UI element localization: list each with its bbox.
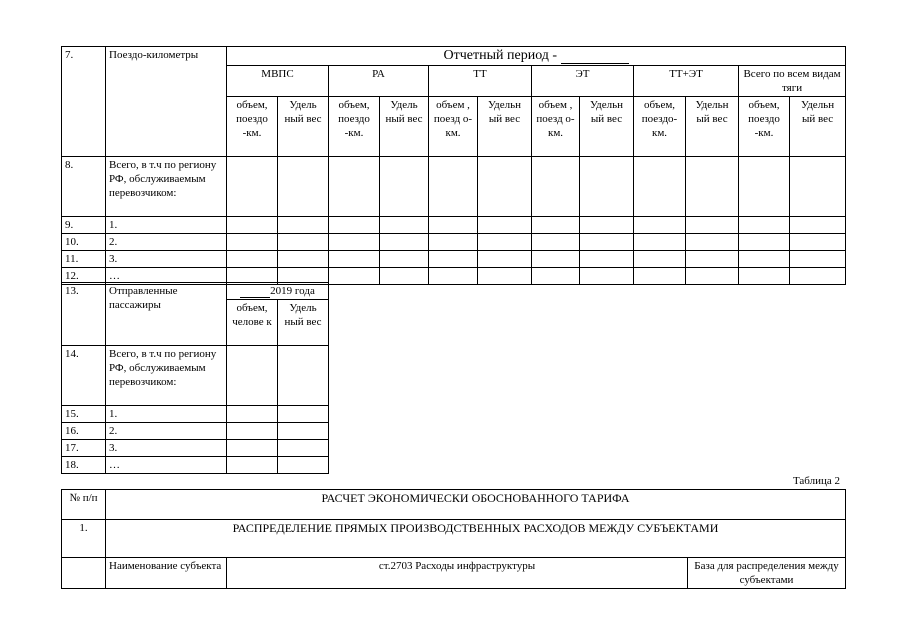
- data-cell[interactable]: [532, 234, 580, 251]
- data-cell[interactable]: [580, 157, 634, 217]
- data-cell[interactable]: [380, 251, 429, 268]
- table-row: [62, 440, 329, 457]
- data-cell[interactable]: [380, 217, 429, 234]
- share-header: Удельн ый вес: [478, 97, 532, 157]
- data-cell[interactable]: [580, 251, 634, 268]
- data-cell[interactable]: [278, 346, 329, 406]
- data-cell[interactable]: [329, 268, 380, 285]
- data-cell[interactable]: [739, 268, 790, 285]
- data-cell[interactable]: [790, 157, 846, 217]
- data-cell[interactable]: [227, 440, 278, 457]
- data-cell[interactable]: [429, 234, 478, 251]
- empty-cell: [62, 558, 106, 589]
- year-blank: [240, 285, 270, 298]
- data-cell[interactable]: [739, 251, 790, 268]
- data-cell[interactable]: [686, 157, 739, 217]
- data-cell[interactable]: [278, 457, 329, 474]
- row-number: 17.: [62, 440, 106, 457]
- row-label: 1.: [106, 217, 227, 234]
- row-number: 7.: [62, 47, 106, 157]
- passengers-sent-table: [61, 282, 329, 474]
- data-cell[interactable]: [278, 423, 329, 440]
- table-row: [62, 457, 329, 474]
- row-label: 1.: [106, 406, 227, 423]
- share-header: Удель ный вес: [278, 97, 329, 157]
- traction-group-header: ТТ+ЭТ: [634, 66, 739, 97]
- row-number: 10.: [62, 234, 106, 251]
- data-cell[interactable]: [380, 157, 429, 217]
- data-cell[interactable]: [634, 251, 686, 268]
- share-header: Удельн ый вес: [790, 97, 846, 157]
- share-header: Удель ный вес: [278, 300, 329, 346]
- volume-header: объем, поездо -км.: [329, 97, 380, 157]
- data-cell[interactable]: [478, 157, 532, 217]
- volume-header: объем, челове к: [227, 300, 278, 346]
- row-label: Поездо-километры: [106, 47, 227, 157]
- data-cell[interactable]: [478, 251, 532, 268]
- traction-group-header: ТТ: [429, 66, 532, 97]
- data-cell[interactable]: [634, 157, 686, 217]
- data-cell[interactable]: [634, 268, 686, 285]
- traction-group-header: МВПС: [227, 66, 329, 97]
- volume-header: объем, поездо -км.: [227, 97, 278, 157]
- row-number: 14.: [62, 346, 106, 406]
- data-cell[interactable]: [329, 251, 380, 268]
- data-cell[interactable]: [227, 346, 278, 406]
- data-cell[interactable]: [532, 217, 580, 234]
- reporting-period-header: [227, 47, 846, 66]
- data-cell[interactable]: [429, 217, 478, 234]
- data-cell[interactable]: [790, 251, 846, 268]
- data-cell[interactable]: [478, 268, 532, 285]
- traction-group-header: ЭТ: [532, 66, 634, 97]
- row-number: 13.: [62, 283, 106, 346]
- row-label: Отправленные пассажиры: [106, 283, 227, 346]
- year-label: 2019 года: [270, 285, 315, 297]
- row-label: 2.: [106, 234, 227, 251]
- data-cell[interactable]: [739, 217, 790, 234]
- row-label: …: [106, 268, 227, 285]
- row-label: Всего, в т.ч по региону РФ, обслуживаемым перевозчиком:: [106, 157, 227, 217]
- row-number: 18.: [62, 457, 106, 474]
- table-row: [62, 346, 329, 406]
- data-cell[interactable]: [686, 234, 739, 251]
- table-row: [62, 217, 846, 234]
- row-label: Всего, в т.ч по региону РФ, обслуживаемым перевозчиком:: [106, 346, 227, 406]
- year-header: [227, 283, 329, 300]
- data-cell[interactable]: [739, 157, 790, 217]
- traction-group-header: Всего по всем видам тяги: [739, 66, 846, 97]
- data-cell[interactable]: [227, 406, 278, 423]
- data-cell[interactable]: [380, 268, 429, 285]
- data-cell[interactable]: [329, 157, 380, 217]
- data-cell[interactable]: [329, 234, 380, 251]
- data-cell[interactable]: [580, 217, 634, 234]
- data-cell[interactable]: [790, 234, 846, 251]
- section-title: РАСПРЕДЕЛЕНИЕ ПРЯМЫХ ПРОИЗВОДСТВЕННЫХ РАСХОДОВ МЕЖДУ СУБЪЕКТАМИ: [106, 520, 846, 558]
- data-cell[interactable]: [686, 251, 739, 268]
- tariff-calculation-table: [61, 489, 846, 589]
- column-number-header: № п/п: [62, 490, 106, 520]
- row-number: 16.: [62, 423, 106, 440]
- table-row: [62, 251, 846, 268]
- row-number: 8.: [62, 157, 106, 217]
- volume-header: объем , поезд о-км.: [429, 97, 478, 157]
- distribution-base-header: База для распределения между субъектами: [688, 558, 846, 589]
- data-cell[interactable]: [429, 251, 478, 268]
- row-label: 3.: [106, 440, 227, 457]
- volume-header: объем, поездо -км.: [739, 97, 790, 157]
- table-row: [62, 234, 846, 251]
- data-cell[interactable]: [380, 234, 429, 251]
- data-cell[interactable]: [429, 268, 478, 285]
- share-header: Удельн ый вес: [580, 97, 634, 157]
- data-cell[interactable]: [790, 217, 846, 234]
- data-cell[interactable]: [478, 217, 532, 234]
- table-row: [62, 423, 329, 440]
- row-number: 11.: [62, 251, 106, 268]
- table-row: [62, 157, 846, 217]
- data-cell[interactable]: [634, 217, 686, 234]
- volume-header: объем , поезд о-км.: [532, 97, 580, 157]
- row-number: 1.: [62, 520, 106, 558]
- row-label: 2.: [106, 423, 227, 440]
- data-cell[interactable]: [532, 251, 580, 268]
- table-caption: Таблица 2: [792, 475, 840, 487]
- data-cell[interactable]: [739, 234, 790, 251]
- data-cell[interactable]: [634, 234, 686, 251]
- volume-header: объем, поездо- км.: [634, 97, 686, 157]
- row-number: 12.: [62, 268, 106, 285]
- data-cell[interactable]: [429, 157, 478, 217]
- period-blank: [561, 50, 629, 64]
- table-title: РАСЧЕТ ЭКОНОМИЧЕСКИ ОБОСНОВАННОГО ТАРИФА: [106, 490, 846, 520]
- reporting-period-label: Отчетный период -: [443, 48, 558, 63]
- data-cell[interactable]: [532, 157, 580, 217]
- data-cell[interactable]: [532, 268, 580, 285]
- row-number: 9.: [62, 217, 106, 234]
- share-header: Удель ный вес: [380, 97, 429, 157]
- share-header: Удельн ый вес: [686, 97, 739, 157]
- passenger-volume-table: [61, 46, 846, 285]
- traction-group-header: РА: [329, 66, 429, 97]
- data-cell[interactable]: [278, 251, 329, 268]
- table-row: [62, 406, 329, 423]
- data-cell[interactable]: [278, 440, 329, 457]
- data-cell[interactable]: [686, 217, 739, 234]
- data-cell[interactable]: [329, 217, 380, 234]
- data-cell[interactable]: [227, 157, 278, 217]
- infrastructure-expense-header: ст.2703 Расходы инфраструктуры: [227, 558, 688, 589]
- subject-name-header: Наименование субъекта: [106, 558, 227, 589]
- data-cell[interactable]: [686, 268, 739, 285]
- data-cell[interactable]: [580, 234, 634, 251]
- data-cell[interactable]: [227, 423, 278, 440]
- data-cell[interactable]: [790, 268, 846, 285]
- data-cell[interactable]: [278, 157, 329, 217]
- data-cell[interactable]: [227, 251, 278, 268]
- row-label: 3.: [106, 251, 227, 268]
- row-label: …: [106, 457, 227, 474]
- data-cell[interactable]: [278, 217, 329, 234]
- data-cell[interactable]: [227, 217, 278, 234]
- data-cell[interactable]: [580, 268, 634, 285]
- data-cell[interactable]: [278, 234, 329, 251]
- data-cell[interactable]: [278, 406, 329, 423]
- data-cell[interactable]: [478, 234, 532, 251]
- data-cell[interactable]: [227, 234, 278, 251]
- data-cell[interactable]: [227, 457, 278, 474]
- row-number: 15.: [62, 406, 106, 423]
